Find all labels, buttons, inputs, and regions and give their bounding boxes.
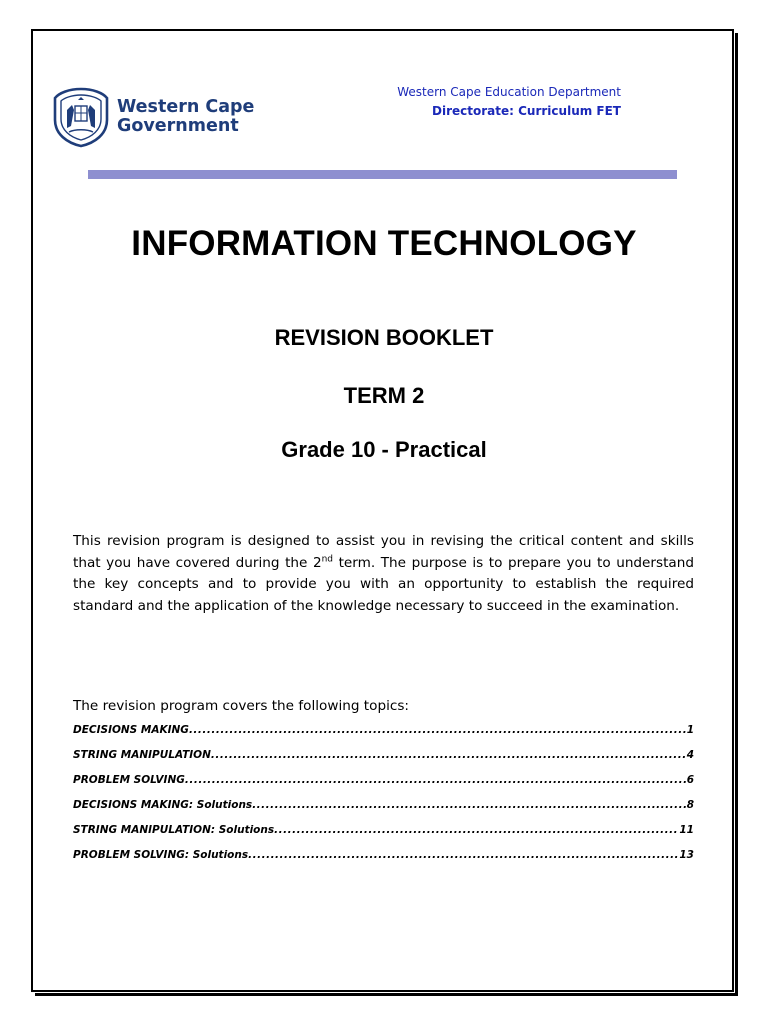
toc-entry[interactable] xyxy=(73,724,694,749)
header-rule xyxy=(88,170,677,179)
document-title: INFORMATION TECHNOLOGY xyxy=(131,224,637,263)
intro-paragraph xyxy=(73,531,694,617)
toc-entry-title: PROBLEM SOLVING xyxy=(73,774,185,786)
toc-entry-page: 6 xyxy=(686,774,694,786)
intro-text-part-2: term. The purpose is to prepare you to understand the key concepts and to provide you with an opportunity to establish the required standard and the application of the knowledge necessary to succeed in the examination. xyxy=(73,554,694,614)
toc-entry-page: 11 xyxy=(679,824,694,836)
logo-line-1: Western Cape xyxy=(117,97,255,117)
toc-leader-dots xyxy=(274,824,678,836)
toc-leader-dots xyxy=(248,849,678,861)
table-of-contents xyxy=(73,724,694,874)
toc-entry-page: 4 xyxy=(686,749,694,761)
toc-entry-page: 13 xyxy=(679,849,694,861)
subtitle-grade: Grade 10 - Practical xyxy=(281,437,487,462)
intro-superscript: nd xyxy=(321,554,334,565)
toc-entry[interactable] xyxy=(73,774,694,799)
department-block xyxy=(397,83,621,121)
toc-entry-page: 1 xyxy=(686,724,694,736)
toc-entry[interactable] xyxy=(73,849,694,874)
toc-leader-dots xyxy=(185,774,686,786)
toc-leader-dots xyxy=(189,724,686,736)
toc-entry[interactable] xyxy=(73,749,694,774)
logo-line-2: Government xyxy=(117,116,239,136)
coat-of-arms-icon xyxy=(51,86,111,148)
toc-entry-page: 8 xyxy=(686,799,694,811)
toc-entry[interactable] xyxy=(73,799,694,824)
directorate-name: Directorate: Curriculum FET xyxy=(432,104,621,118)
toc-leader-dots xyxy=(252,799,686,811)
western-cape-government-logo xyxy=(51,86,254,148)
subtitle-term: TERM 2 xyxy=(343,383,425,408)
toc-entry-title: DECISIONS MAKING: Solutions xyxy=(73,799,253,811)
subtitle-revision-booklet: REVISION BOOKLET xyxy=(274,325,494,350)
toc-entry[interactable] xyxy=(73,824,694,849)
topics-intro: The revision program covers the following topics: xyxy=(73,698,409,714)
department-name: Western Cape Education Department xyxy=(397,85,621,99)
intro-text-part-1: This revision program is designed to assist you in revising the critical content and skills that you have covered during the 2 xyxy=(73,533,694,571)
toc-entry-title: STRING MANIPULATION: Solutions xyxy=(73,824,275,836)
toc-entry-title: STRING MANIPULATION xyxy=(73,749,211,761)
toc-entry-title: PROBLEM SOLVING: Solutions xyxy=(73,849,249,861)
toc-leader-dots xyxy=(211,749,686,761)
toc-entry-title: DECISIONS MAKING xyxy=(73,724,189,736)
